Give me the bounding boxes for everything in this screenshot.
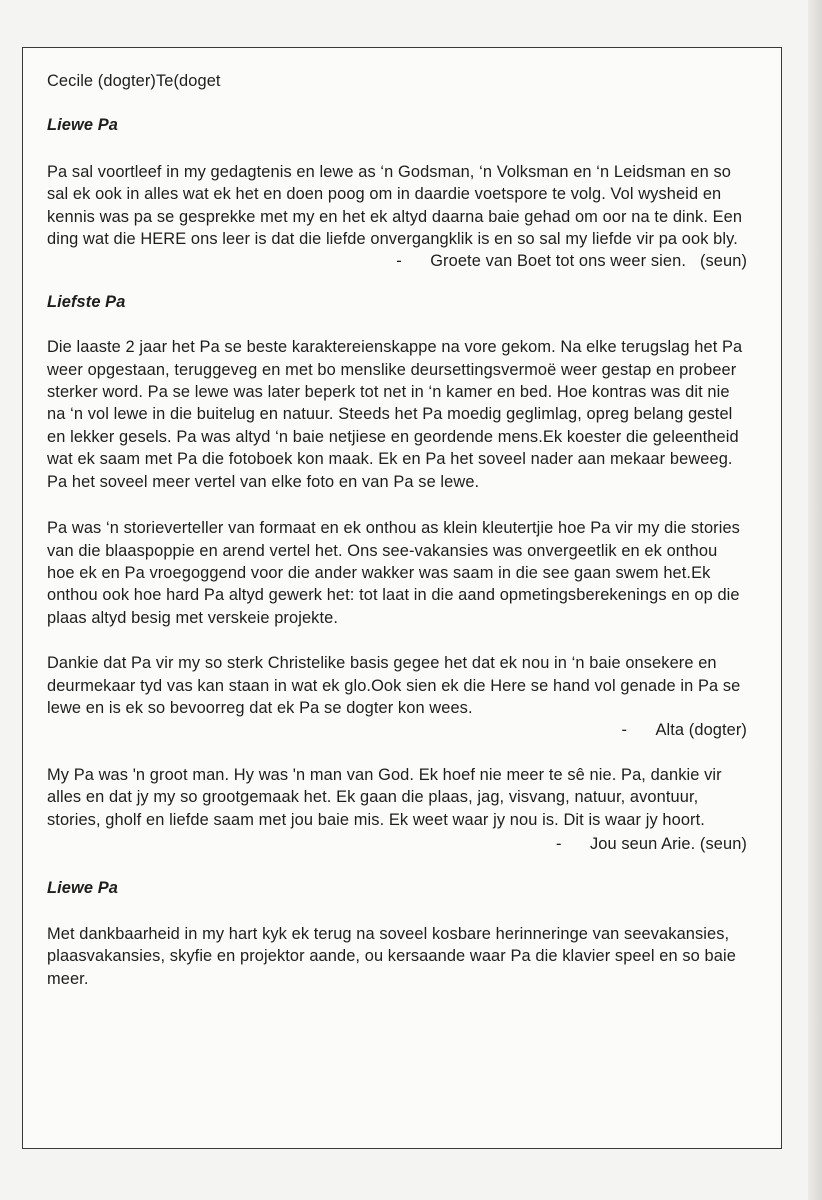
scan-edge	[808, 0, 822, 1200]
salutation-1: Liewe Pa	[47, 116, 118, 135]
paragraph-5: My Pa was 'n groot man. Hy was 'n man van God. Ek hoef nie meer te sê nie. Pa, dankie vir alles en dat jy my so grootgemaak het. Ek gaan die plaas, jag, visvang, natuur, avontuur, stories, gholf en liefde saam met jou baie mis. Ek weet waar jy nou is. Dit is waar jy hoort.	[47, 765, 722, 829]
letter-frame	[22, 47, 782, 1149]
signature-2-text: Alta (dogter)	[655, 721, 747, 740]
signature-3-text: Jou seun Arie. (seun)	[590, 834, 747, 853]
signature-2-dash: -	[621, 721, 628, 740]
salutation-2: Liefste Pa	[47, 292, 126, 311]
signature-2	[47, 719, 747, 741]
paragraph-4: Dankie dat Pa vir my so sterk Christelike basis gegee het dat ek nou in ‘n baie onsekere en deurmekaar tyd vas kan staan in wat ek glo.Ook sien ek die Here se hand vol genade in Pa se lewe en is ek so bevoorreg dat ek Pa se dogter kon wees.	[47, 654, 741, 717]
signature-1-text: Groete van Boet tot ons weer sien. (seun)	[430, 252, 747, 271]
signature-1-dash: -	[396, 252, 402, 271]
header-line: Cecile (dogter)Te(doget	[47, 72, 221, 90]
signature-3-dash: -	[556, 834, 562, 853]
letter-content	[47, 70, 747, 990]
paragraph-1: Pa sal voortleef in my gedagtenis en lewe as ‘n Godsman, ‘n Volksman en ‘n Leidsman en so sal ek ook in alles wat ek het en doen poog om in daardie voetspore te volg. Vol wysheid en kennis was pa se gesprekke met my en het ek altyd daarna baie gehad om oor na te dink. Een ding wat die HERE ons leer is dat die liefde onvergangklik is en so sal my liefde vir pa ook bly.	[47, 162, 743, 249]
paragraph-3: Pa was ‘n storieverteller van formaat en ek onthou as klein kleutertjie hoe Pa vir my die stories van die blaaspoppie en arend vertel het. Ons see-vakansies was onvergeetlik en ek onthou hoe ek en Pa vroegoggend voor die ander wakker was saam in die see gaan swem het.Ek onthou ook hoe hard Pa altyd gewerk het: tot laat in die aand opmetingsberekenings en op die plaas altyd besig met verskeie projekte.	[47, 519, 740, 627]
paragraph-2: Die laaste 2 jaar het Pa se beste karaktereienskappe na vore gekom. Na elke terugslag het Pa weer opgestaan, teruggeveg en met bo menslike deursettingsvermoë weer gestap en probeer sterker word. Pa se lewe was later beperk tot net in ‘n kamer en bed. Hoe kontras was dit nie na ‘n vol lewe in die buitelug en natuur. Steeds het Pa moedig geglimlag, opreg belang gestel en lekker gesels. Pa was altyd ‘n baie netjiese en geordende mens.Ek koester die geleentheid wat ek saam met Pa die fotoboek kon maak. Ek en Pa het soveel nader aan mekaar beweeg. Pa het soveel meer vertel van elke foto en van Pa se lewe.	[47, 338, 743, 491]
signature-3	[47, 833, 747, 855]
signature-1	[47, 250, 747, 272]
paragraph-6: Met dankbaarheid in my hart kyk ek terug na soveel kosbare herinneringe van seevakansies, plaasvakansies, skyfie en projektor aande, ou kersaande waar Pa die klavier speel en so baie meer.	[47, 924, 736, 988]
salutation-3: Liewe Pa	[47, 879, 118, 898]
